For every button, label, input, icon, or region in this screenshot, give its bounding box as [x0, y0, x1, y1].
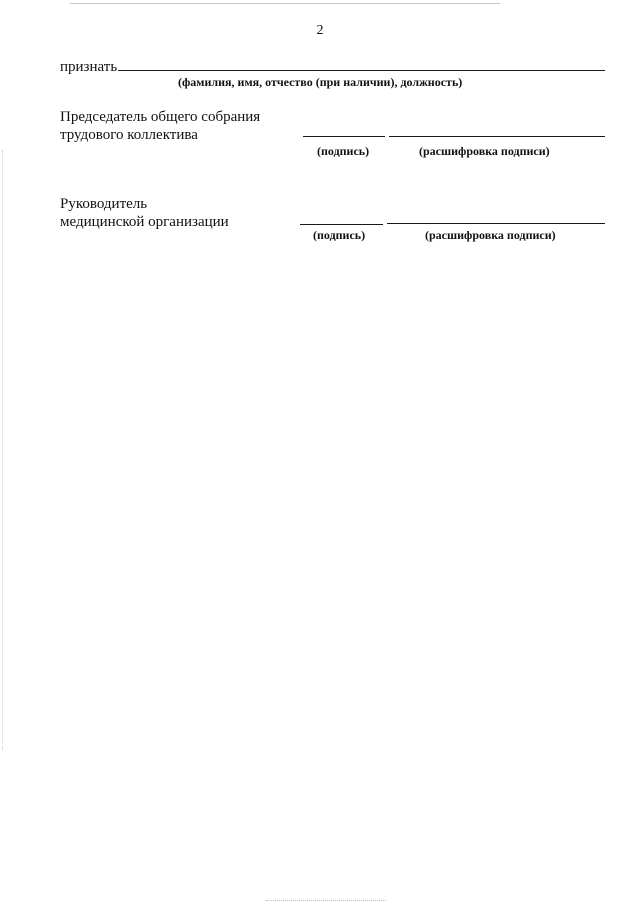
head-title-line-1: Руководитель: [60, 196, 148, 212]
chairman-title: [60, 108, 260, 144]
head-decoding-caption: (расшифровка подписи): [425, 228, 556, 242]
head-title-line-2: медицинской организации: [60, 214, 229, 230]
head-decoding-line: [387, 223, 605, 224]
scan-edge-top: [70, 3, 500, 4]
head-signature-caption: (подпись): [313, 228, 366, 242]
recognize-name-line: [118, 70, 605, 71]
chairman-title-line-2: трудового коллектива: [60, 127, 198, 143]
recognize-label: признать: [60, 59, 118, 75]
chairman-signature-caption: (подпись): [317, 144, 370, 158]
scan-edge-left: [2, 150, 3, 750]
page-number: 2: [316, 23, 324, 38]
chairman-decoding-caption: (расшифровка подписи): [419, 144, 550, 158]
chairman-signature-line: [303, 136, 385, 137]
scan-edge-bottom: [266, 900, 386, 901]
chairman-decoding-line: [389, 136, 605, 137]
head-title: [60, 195, 229, 231]
chairman-title-line-1: Председатель общего собрания: [60, 109, 261, 125]
recognize-caption: (фамилия, имя, отчество (при наличии), должность): [178, 75, 463, 89]
head-signature-line: [300, 224, 383, 225]
